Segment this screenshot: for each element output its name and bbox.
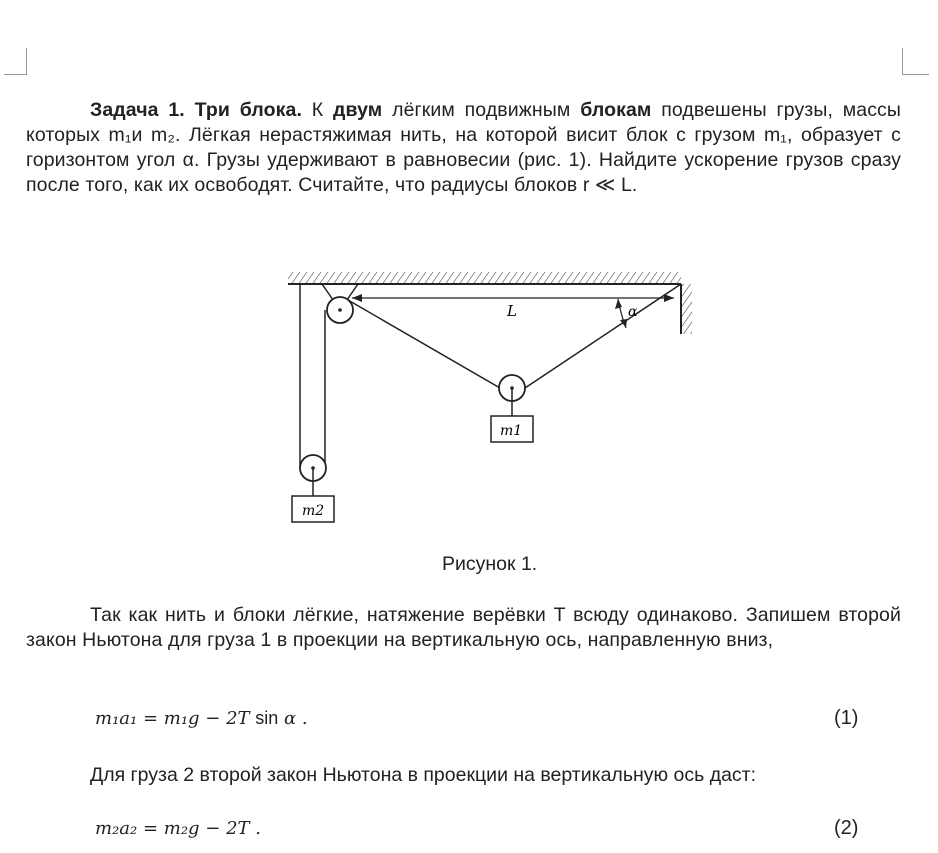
page-corner-mark-right (902, 48, 929, 75)
equation-1 (95, 708, 308, 729)
ceiling-hatch (288, 272, 681, 283)
figure-caption: Рисунок 1. (442, 553, 538, 575)
pulley-figure (280, 262, 700, 532)
equation-2-number: (2) (834, 817, 859, 839)
explanation-text: Так как нить и блоки лёгкие, натяжение верёвки T всюду одинаково. Запишем второй закон Ньютона для груза 1 в проекции на вертикальную ось, направленную вниз, (26, 604, 901, 651)
task-bold-1: двум (333, 99, 383, 121)
task-text-2: лёгким подвижным (382, 99, 581, 121)
equation-1-number: (1) (834, 707, 859, 729)
task-bold-2: блокам (580, 99, 652, 121)
v-string-left (348, 300, 500, 388)
task-text-3: подвешены грузы, массы которых m₁и m₂. Лёгкая нерастяжимая нить, на которой висит блок с грузом m₁, образует с горизонтом угол α. Грузы удерживают в равновесии (рис. 1). Найдите ускорение грузов сразу после того, как их освободят. Считайте, что радиусы блоков r ≪ L. (26, 99, 902, 196)
eq1-rest: α . (284, 708, 308, 729)
label-alpha: α (628, 304, 638, 320)
task-paragraph (26, 98, 901, 198)
eq1-sin: sin (255, 708, 279, 728)
task-text-1: К (301, 99, 334, 121)
label-m1: m1 (500, 423, 523, 439)
v-string-right (525, 284, 681, 388)
equation-2: m₂a₂ = m₂g − 2T . (95, 818, 261, 839)
task-label: Задача 1. Три блока. (90, 99, 302, 121)
explanation-paragraph (26, 603, 901, 653)
label-m2: m2 (302, 503, 325, 519)
eq1-lhs: m₁a₁ = m₁g − 2T (95, 708, 250, 729)
page-corner-mark-left (4, 48, 27, 75)
second-paragraph: Для груза 2 второй закон Ньютона в проекции на вертикальную ось даст: (90, 764, 757, 786)
label-l: L (507, 302, 517, 320)
wall-hatch (681, 284, 692, 334)
